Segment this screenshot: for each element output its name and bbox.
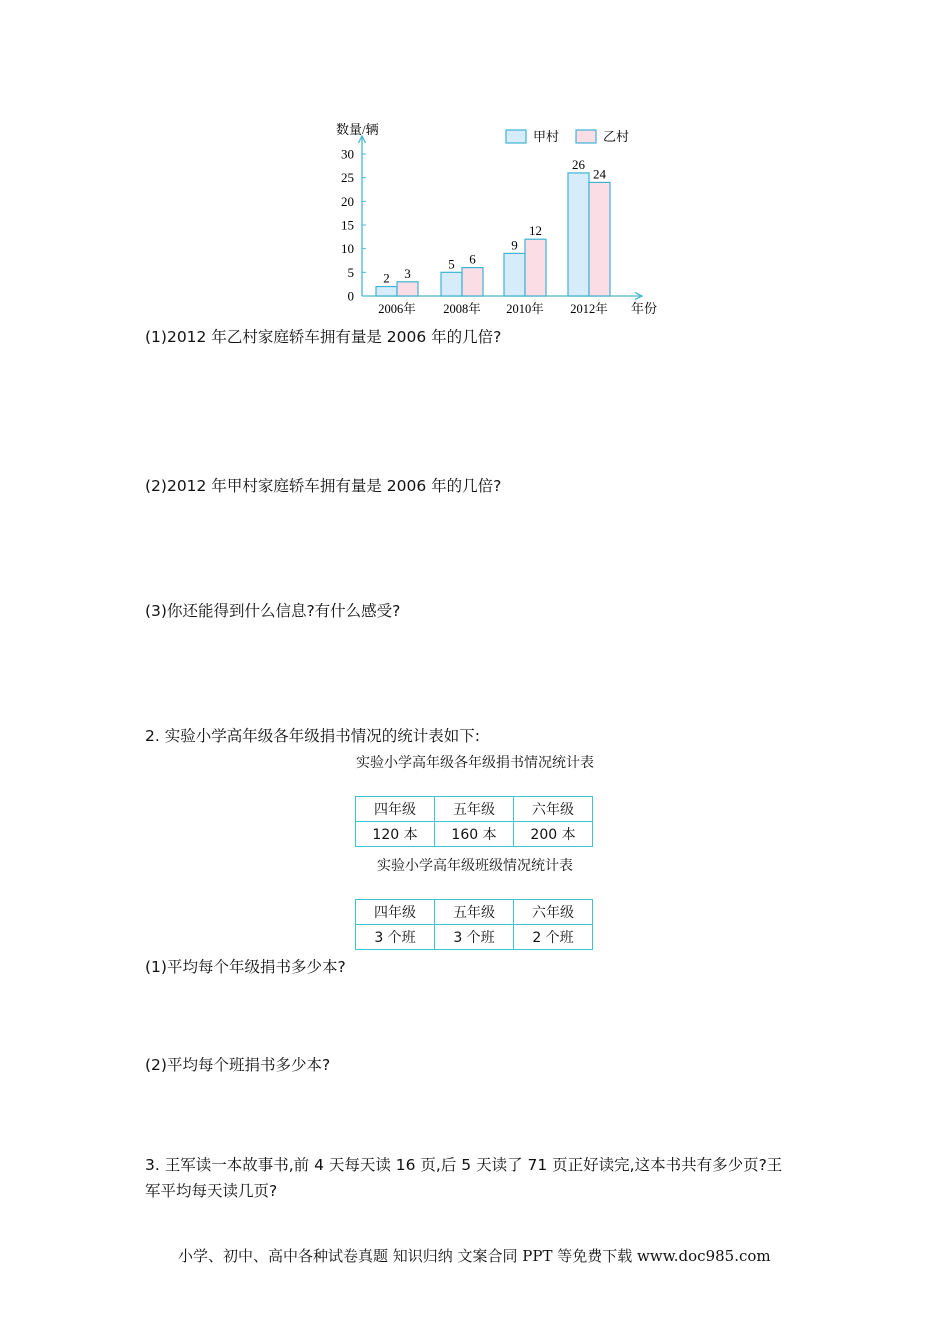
bar-value-label: 26 — [572, 156, 585, 172]
footer-text: 小学、初中、高中各种试卷真题 知识归纳 文案合同 PPT 等免费下载 www.doc985.com — [178, 1247, 771, 1265]
bar — [376, 287, 397, 296]
table-cell: 3 个班 — [356, 925, 435, 950]
bar — [589, 182, 610, 296]
bar — [397, 282, 418, 296]
bar — [504, 253, 525, 296]
table-header-cell: 五年级 — [435, 797, 514, 822]
table-cell: 160 本 — [435, 822, 514, 847]
table-cell: 120 本 — [356, 822, 435, 847]
table1-title: 实验小学高年级各年级捐书情况统计表 — [356, 755, 594, 771]
legend-swatch — [576, 130, 596, 143]
bar — [525, 239, 546, 296]
table-cell: 2 个班 — [514, 925, 593, 950]
bar-chart — [330, 118, 660, 320]
bar-value-label: 24 — [593, 166, 606, 182]
bar — [441, 272, 462, 296]
y-axis-label: 数量/辆 — [336, 122, 379, 137]
x-tick-label: 2010年 — [506, 302, 544, 316]
bar-value-label: 5 — [448, 256, 455, 272]
donation-table — [355, 796, 593, 847]
legend-label: 乙村 — [603, 129, 630, 144]
q1-part1: (1)2012 年乙村家庭轿车拥有量是 2006 年的几倍? — [145, 328, 502, 346]
bar-value-label: 9 — [511, 237, 518, 253]
q1-part3: (3)你还能得到什么信息?有什么感受? — [145, 602, 401, 620]
y-tick-label: 20 — [341, 193, 354, 209]
bar-value-label: 3 — [404, 265, 411, 281]
x-tick-label: 2006年 — [378, 302, 416, 316]
q3-line2: 军平均每天读几页? — [145, 1182, 278, 1200]
y-tick-label: 5 — [347, 264, 354, 280]
x-axis-label: 年份 — [630, 301, 658, 316]
q2-part1: (1)平均每个年级捐书多少本? — [145, 958, 346, 976]
y-tick-label: 15 — [341, 217, 354, 233]
table-header-cell: 四年级 — [356, 797, 435, 822]
q2-part2: (2)平均每个班捐书多少本? — [145, 1056, 331, 1074]
q2-intro: 2. 实验小学高年级各年级捐书情况的统计表如下: — [145, 727, 480, 745]
y-tick-label: 30 — [341, 146, 354, 162]
bar — [462, 268, 483, 296]
q3-line1: 3. 王军读一本故事书,前 4 天每天读 16 页,后 5 天读了 71 页正好读完,这本书共有多少页?王 — [145, 1156, 783, 1174]
table-row — [356, 925, 593, 950]
y-tick-label: 25 — [341, 170, 354, 186]
y-tick-label: 0 — [347, 288, 354, 304]
table-row — [356, 900, 593, 925]
legend-swatch — [506, 130, 526, 143]
table-header-cell: 四年级 — [356, 900, 435, 925]
bar-value-label: 2 — [383, 270, 390, 286]
q1-part2: (2)2012 年甲村家庭轿车拥有量是 2006 年的几倍? — [145, 477, 502, 495]
bar-value-label: 12 — [529, 223, 542, 239]
x-tick-label: 2012年 — [570, 302, 608, 316]
y-tick-label: 10 — [341, 241, 354, 257]
bar — [568, 173, 589, 296]
class-table — [355, 899, 593, 950]
legend-label: 甲村 — [533, 129, 560, 144]
table-header-cell: 六年级 — [514, 797, 593, 822]
table-row — [356, 822, 593, 847]
table-cell: 200 本 — [514, 822, 593, 847]
table-row — [356, 797, 593, 822]
table-header-cell: 五年级 — [435, 900, 514, 925]
x-tick-label: 2008年 — [443, 302, 481, 316]
table2-title: 实验小学高年级班级情况统计表 — [377, 858, 573, 874]
table-cell: 3 个班 — [435, 925, 514, 950]
bar-value-label: 6 — [469, 251, 476, 267]
table-header-cell: 六年级 — [514, 900, 593, 925]
